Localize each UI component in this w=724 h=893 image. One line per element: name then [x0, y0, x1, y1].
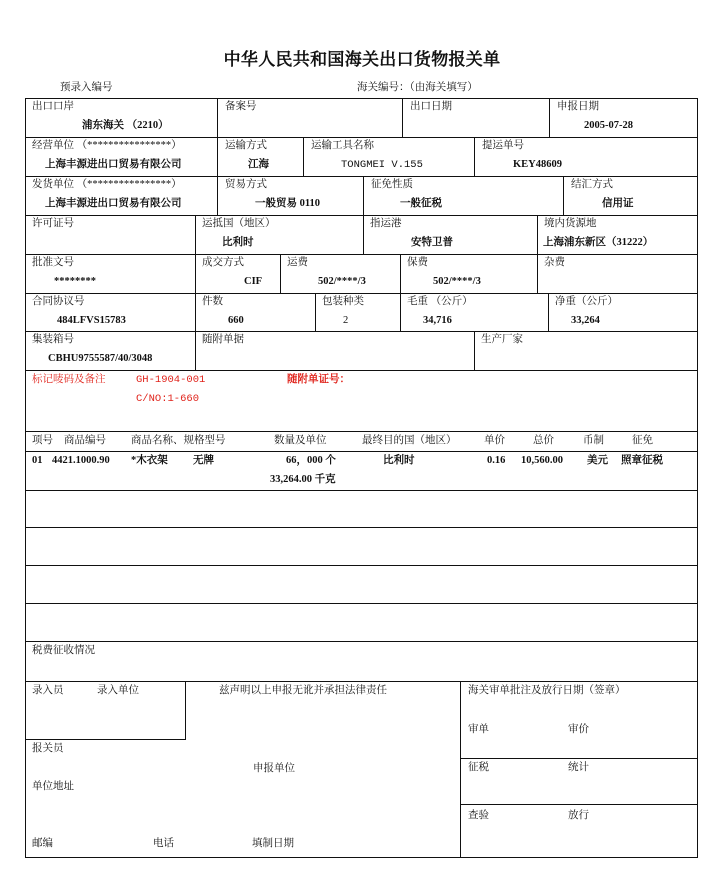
gross-weight-value: 34,716 [423, 315, 452, 326]
postcode-label: 邮编 [32, 838, 53, 849]
transport-name-label: 运输工具名称 [311, 140, 374, 151]
goods-header-unit-price: 单价 [484, 435, 505, 446]
tax-label: 征税 [468, 762, 489, 773]
trade-mode-value: 一般贸易 0110 [255, 198, 321, 209]
manufacturer-label: 生产厂家 [481, 334, 523, 345]
release-label: 放行 [568, 810, 589, 821]
net-weight-value: 33,264 [571, 315, 600, 326]
attached-docs-label: 随附单据 [202, 334, 244, 345]
transport-name-value: TONGMEI V.155 [341, 159, 423, 171]
phone-label: 电话 [153, 838, 174, 849]
insurance-value: 502/****/3 [433, 276, 481, 287]
container-no-cell [25, 332, 195, 370]
operator-cell [25, 138, 217, 176]
deal-mode-label: 成交方式 [202, 257, 244, 268]
deal-mode-value: CIF [244, 276, 263, 287]
goods-empty-row [25, 527, 698, 565]
goods-header-country: 最终目的国（地区） [362, 435, 457, 446]
package-type-cell [315, 294, 400, 331]
declare-date-label: 申报日期 [557, 101, 599, 112]
settlement-cell [563, 177, 698, 215]
customs-approval-panel [460, 682, 698, 857]
trade-mode-cell [217, 177, 363, 215]
operator-label: 经营单位 （****************） [32, 140, 182, 151]
net-weight-cell [548, 294, 698, 331]
license-no-label: 许可证号 [32, 218, 74, 229]
shipper-cell [25, 177, 217, 215]
export-port-cell [25, 99, 217, 137]
freight-cell [280, 255, 400, 293]
stats-label: 统计 [568, 762, 589, 773]
goods-empty-row [25, 490, 698, 527]
transport-name-cell [303, 138, 474, 176]
container-no-label: 集装箱号 [32, 334, 74, 345]
freight-value: 502/****/3 [318, 276, 366, 287]
insurance-label: 保费 [407, 257, 428, 268]
item-country: 比利时 [383, 455, 415, 466]
row-port-dates [25, 98, 698, 137]
marks-line-1: GH-1904-001 [136, 374, 206, 386]
item-total: 10,560.00 [521, 455, 563, 466]
goods-header-exemption: 征免 [632, 435, 653, 446]
operator-value: 上海丰源进出口贸易有限公司 [45, 159, 182, 170]
exemption-nature-label: 征免性质 [371, 179, 413, 190]
approval-no-value: ******** [54, 276, 96, 287]
gross-weight-cell [400, 294, 548, 331]
misc-fee-cell [537, 255, 698, 293]
port-label: 指运港 [370, 218, 402, 229]
goods-header-name: 商品名称、规格型号 [131, 435, 226, 446]
goods-header-total: 总价 [533, 435, 554, 446]
tax-collection-row [25, 641, 698, 681]
goods-empty-row [25, 565, 698, 603]
declare-date-value: 2005-07-28 [584, 120, 633, 131]
panel-divider [461, 804, 698, 805]
declarant-label: 报关员 [32, 743, 64, 754]
packages-cell [195, 294, 315, 331]
review-label: 审单 [468, 724, 489, 735]
source-cell [537, 216, 698, 254]
freight-label: 运费 [287, 257, 308, 268]
port-cell [363, 216, 537, 254]
exemption-nature-value: 一般征税 [400, 198, 442, 209]
goods-header-item-no: 项号 [32, 435, 53, 446]
attached-cert-label: 随附单证号： [287, 374, 350, 385]
item-unit-price: 0.16 [487, 455, 506, 466]
deal-mode-cell [195, 255, 280, 293]
destination-country-cell [195, 216, 363, 254]
item-brand: 无牌 [193, 455, 214, 466]
misc-fee-label: 杂费 [544, 257, 565, 268]
shipper-value: 上海丰源进出口贸易有限公司 [45, 198, 182, 209]
contract-no-cell [25, 294, 195, 331]
entry-clerk-label: 录入员 [32, 685, 64, 696]
package-type-value: 2 [343, 315, 349, 326]
trade-mode-label: 贸易方式 [225, 179, 267, 190]
goods-header-currency: 币制 [583, 435, 604, 446]
goods-header-row [25, 431, 698, 451]
entry-unit-label: 录入单位 [97, 685, 139, 696]
manufacturer-cell [474, 332, 698, 370]
export-port-label: 出口口岸 [32, 101, 74, 112]
bill-no-label: 提运单号 [482, 140, 524, 151]
goods-header-code: 商品编号 [64, 435, 106, 446]
bill-no-value: KEY48609 [513, 159, 563, 170]
unit-address-label: 单位地址 [32, 781, 74, 792]
contract-no-label: 合同协议号 [32, 296, 85, 307]
item-qty: 66，000 个 [286, 455, 336, 466]
source-label: 境内货源地 [544, 218, 597, 229]
shipper-label: 发货单位 （****************） [32, 179, 182, 190]
source-value: 上海浦东新区（31222） [543, 237, 654, 248]
gross-weight-label: 毛重 （公斤） [407, 296, 473, 307]
row-shipper-trade [25, 176, 698, 215]
fill-date-label: 填制日期 [252, 838, 294, 849]
panel-divider [461, 758, 698, 759]
inspect-label: 查验 [468, 810, 489, 821]
item-currency: 美元 [587, 455, 608, 466]
row-operator-transport [25, 137, 698, 176]
approval-no-label: 批准文号 [32, 257, 74, 268]
row-approval-fees [25, 254, 698, 293]
footer-section [25, 681, 698, 857]
customs-no-label: 海关编号：（由海关填写） [357, 82, 478, 93]
export-port-value: 浦东海关 （2210） [82, 120, 169, 131]
record-no-cell [217, 99, 402, 137]
settlement-label: 结汇方式 [571, 179, 613, 190]
goods-item-row [25, 451, 698, 490]
row-marks-remarks [25, 370, 698, 431]
item-exemption: 照章征税 [621, 455, 663, 466]
exemption-nature-cell [363, 177, 563, 215]
goods-empty-row [25, 603, 698, 641]
row-container-docs [25, 331, 698, 370]
port-value: 安特卫普 [411, 237, 453, 248]
item-no: 01 [32, 455, 43, 466]
customs-approval-label: 海关审单批注及放行日期（签章） [468, 685, 626, 696]
packages-label: 件数 [202, 296, 223, 307]
declaring-unit-label: 申报单位 [253, 763, 295, 774]
package-type-label: 包装种类 [322, 296, 364, 307]
transport-mode-value: 江海 [248, 159, 269, 170]
destination-country-value: 比利时 [222, 237, 254, 248]
transport-mode-label: 运输方式 [225, 140, 267, 151]
attached-docs-cell [195, 332, 474, 370]
marks-line-2: C/NO:1-660 [136, 393, 200, 405]
page-title: 中华人民共和国海关出口货物报关单 [223, 50, 501, 69]
destination-country-label: 运抵国（地区） [202, 218, 276, 229]
net-weight-label: 净重（公斤） [555, 296, 618, 307]
insurance-cell [400, 255, 537, 293]
bill-no-cell [474, 138, 698, 176]
item-name: *木衣架 [131, 455, 168, 466]
transport-mode-cell [217, 138, 303, 176]
record-no-label: 备案号 [225, 101, 257, 112]
tax-collection-label: 税费征收情况 [32, 645, 95, 656]
packages-value: 660 [228, 315, 244, 326]
declare-date-cell [549, 99, 698, 137]
price-review-label: 审价 [568, 724, 589, 735]
export-date-cell [402, 99, 549, 137]
item-qty-secondary: 33,264.00 千克 [270, 474, 336, 485]
declaration-statement: 兹声明以上申报无讹并承担法律责任 [219, 685, 387, 696]
goods-header-qty: 数量及单位 [274, 435, 327, 446]
settlement-value: 信用证 [602, 198, 634, 209]
export-date-label: 出口日期 [410, 101, 452, 112]
pre-entry-no-label: 预录入编号 [60, 82, 113, 93]
row-contract-weights [25, 293, 698, 331]
license-no-cell [25, 216, 195, 254]
approval-no-cell [25, 255, 195, 293]
container-no-value: CBHU9755587/40/3048 [48, 353, 153, 364]
contract-no-value: 484LFVS15783 [57, 315, 126, 326]
row-license-destination [25, 215, 698, 254]
item-code: 4421.1000.90 [52, 455, 110, 466]
marks-label: 标记唛码及备注 [32, 374, 106, 385]
